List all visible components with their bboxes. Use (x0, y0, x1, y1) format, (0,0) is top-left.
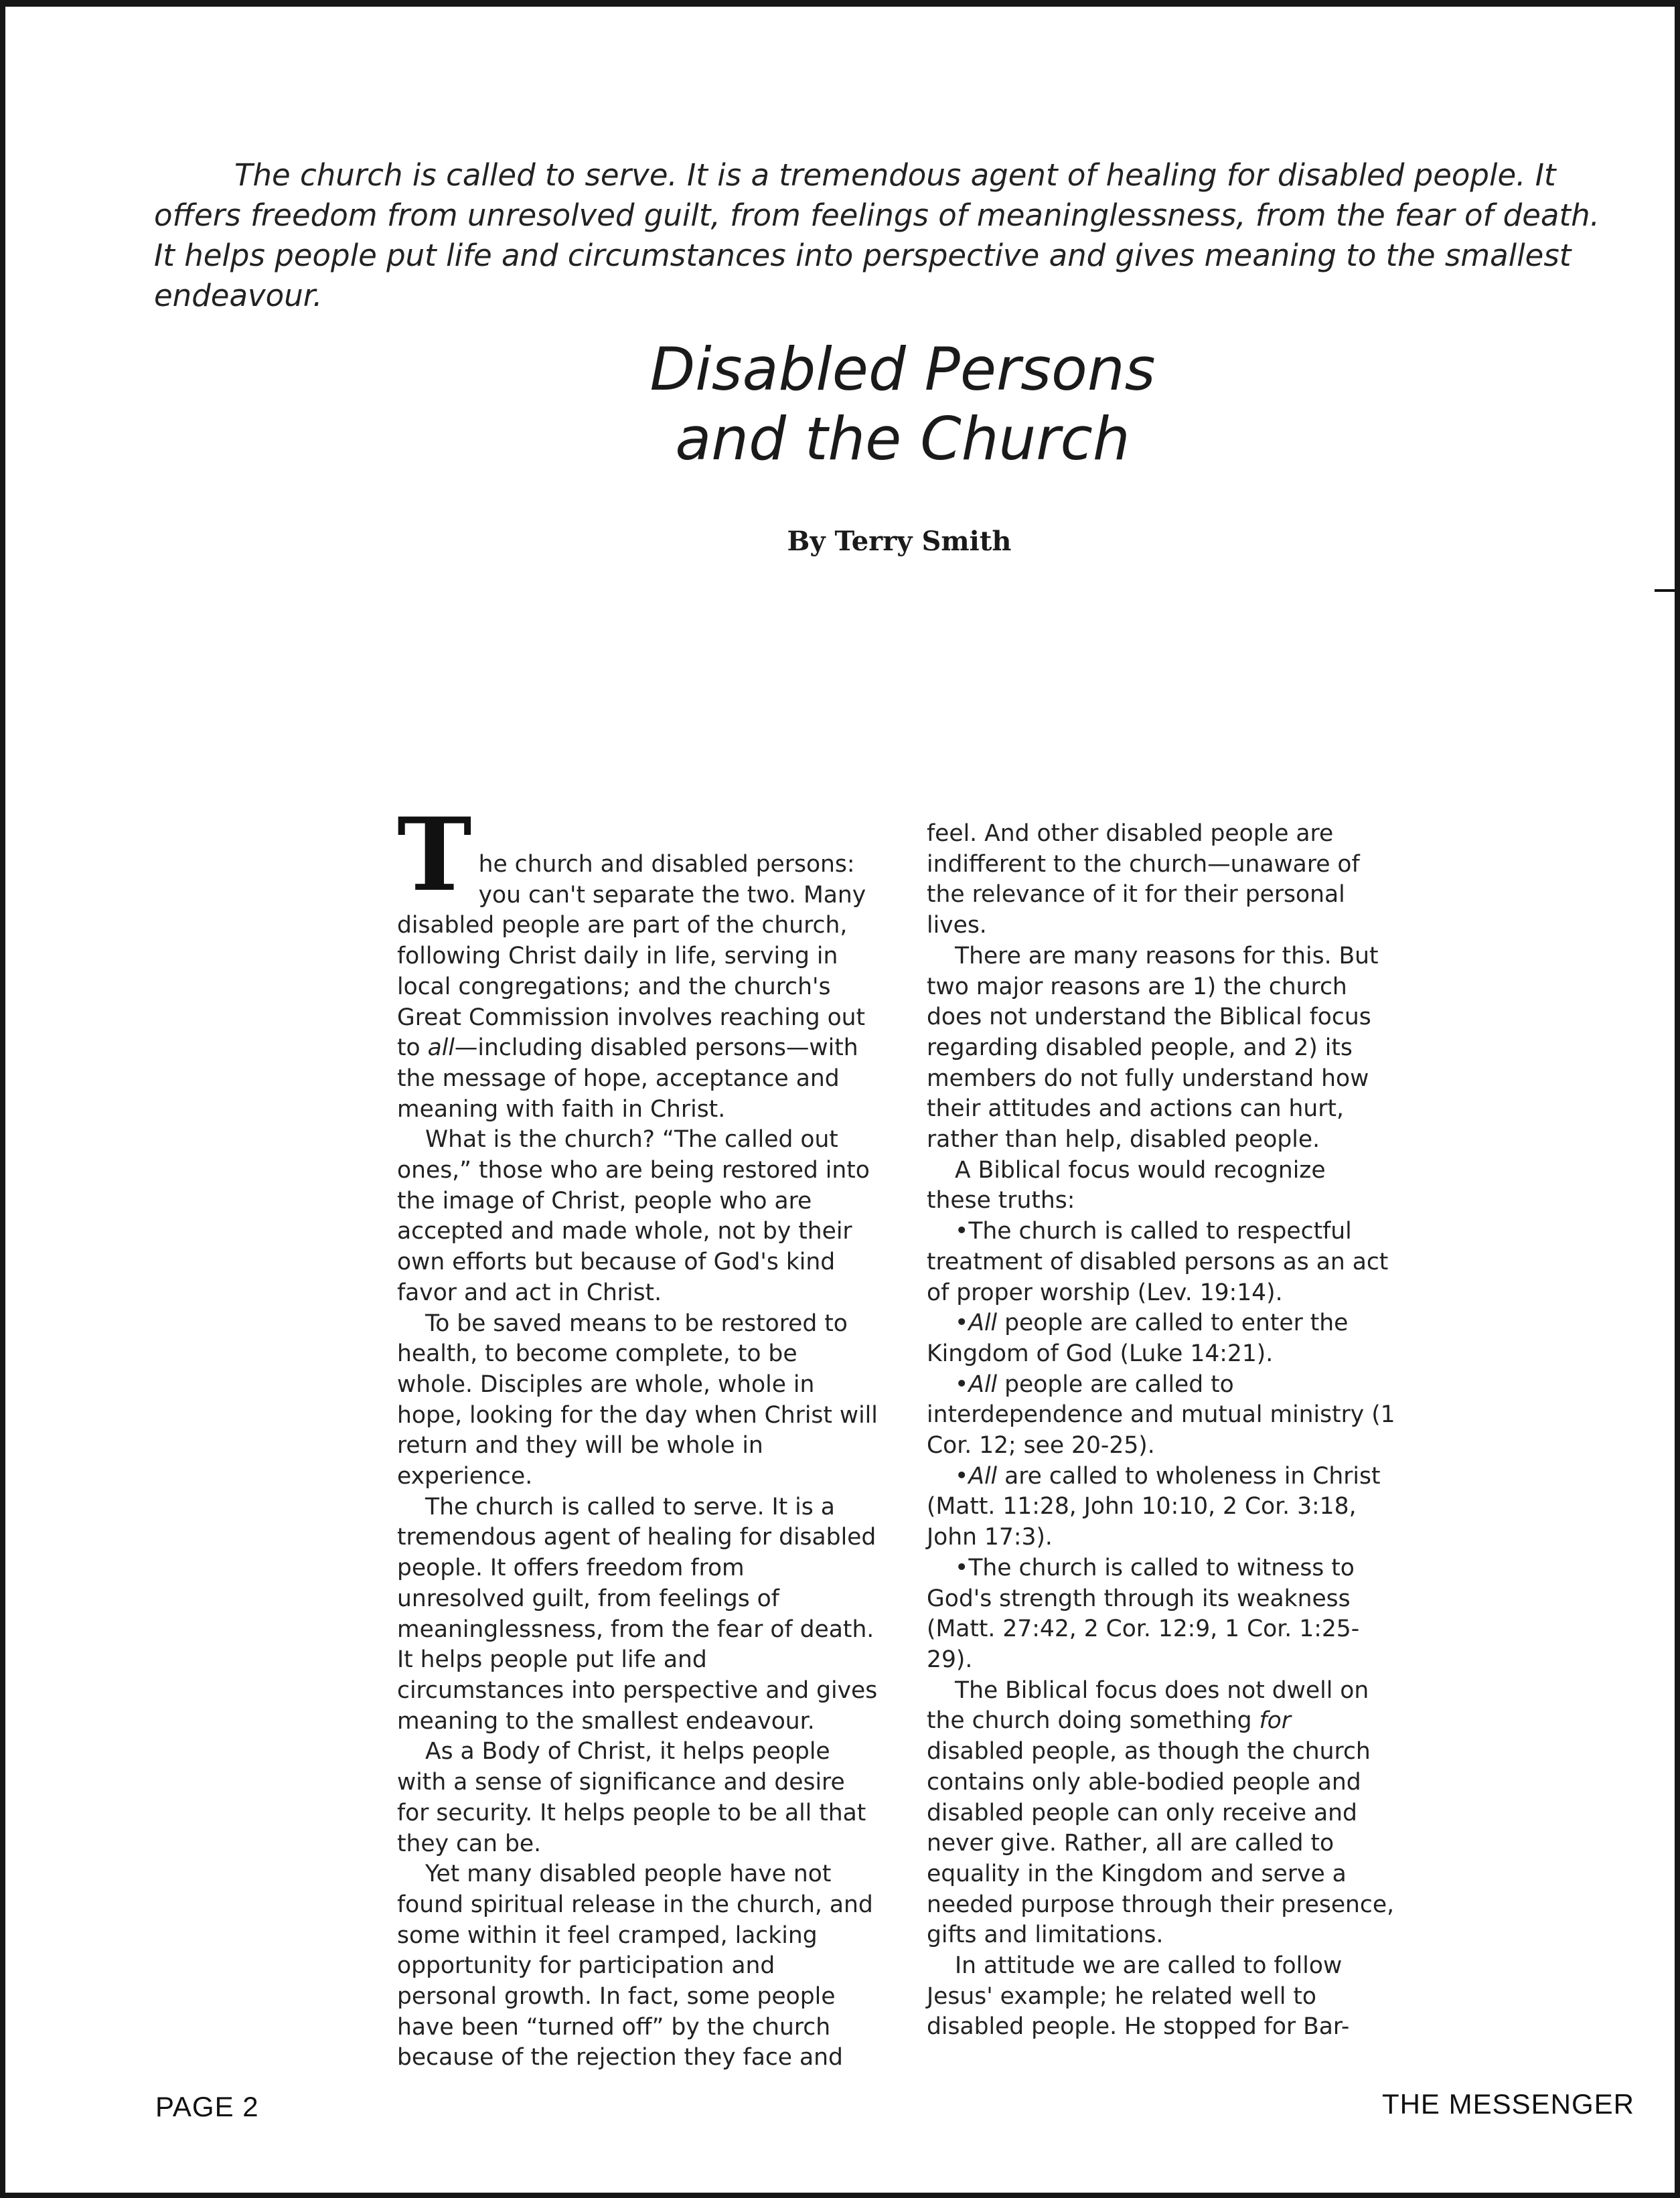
article-title (441, 335, 1365, 474)
page-number: PAGE 2 (155, 2091, 259, 2122)
paragraph: To be saved means to be restored to health, to become complete, to be whole. Disciples are whole, whole in hope, looking for the day when Christ will return and they will be whole in experience. (397, 1310, 878, 1490)
bullet-item: •All are called to wholeness in Christ (Matt. 11:28, John 10:10, 2 Cor. 3:18, John 17:3). (927, 1462, 1381, 1551)
drop-cap: T (397, 796, 472, 914)
paragraph: A Biblical focus would recognize these truths: (927, 1156, 1326, 1214)
article-column-1 (397, 796, 879, 2073)
paragraph: In attitude we are called to follow Jesus' example; he related well to disabled people. He stopped for Bar- (927, 1952, 1350, 2041)
magazine-page (5, 7, 1675, 2193)
title-line-1: Disabled Persons (650, 335, 1156, 404)
bullet-item: •All people are called to interdependence and mutual ministry (1 Cor. 12; see 20-25). (927, 1370, 1395, 1460)
bullet-emphasis: All (968, 1462, 998, 1490)
bullet-emphasis: All (968, 1370, 998, 1398)
bullet-text: are called to wholeness in Christ (Matt. 11:28, John 10:10, 2 Cor. 3:18, John 17:3). (927, 1462, 1381, 1551)
byline: By Terry Smith (787, 526, 1012, 557)
bullet-item: •All people are called to enter the Kingdom of God (Luke 14:21). (927, 1310, 1349, 1367)
lead-paragraph (397, 796, 879, 1125)
lead-text-end: —including disabled persons—with the message of hope, acceptance and meaning with faith in Christ. (397, 1034, 858, 1123)
margin-mark (1655, 589, 1675, 592)
paragraph: feel. And other disabled people are indifferent to the church—unaware of the relevance of it for their personal lives. (927, 820, 1360, 939)
publication-name: THE MESSENGER (1381, 2088, 1634, 2120)
article-column-2 (927, 819, 1395, 2043)
paragraph (927, 1676, 1395, 1951)
lead-emphasis: all (427, 1034, 455, 1062)
bullet-item: •The church is called to respectful treatment of disabled persons as an act of proper worship (Lev. 19:14). (927, 1218, 1389, 1306)
lead-first-line: he church and disabled persons: (478, 851, 855, 878)
title-line-2: and the Church (675, 404, 1130, 473)
paragraph: As a Body of Christ, it helps people with a sense of significance and desire for security. It helps people to be all that they can be. (397, 1738, 866, 1857)
lead-text: you can't separate the two. Many disabled people are part of the church, following Christ daily in life, serving in local congregations; and the church's Great Commission involves reaching out to (397, 881, 866, 1062)
pull-quote: The church is called to serve. It is a tremendous agent of healing for disabled people. It offers freedom from unresolved guilt, from feelings of meaninglessness, from the fear of death. It helps people put life and circumstances into perspective and gives meaning to the smallest endeavour. (154, 157, 1600, 313)
bullet-item: •The church is called to witness to God's strength through its weakness (Matt. 27:42, 2 Cor. 12:9, 1 Cor. 1:25-29). (927, 1554, 1360, 1673)
paragraph: There are many reasons for this. But two major reasons are 1) the church does not understand the Biblical focus regarding disabled people, and 2) its members do not fully understand how their attitudes and actions can hurt, rather than help, disabled people. (927, 942, 1379, 1154)
bullet-emphasis: All (968, 1310, 998, 1337)
paragraph-emphasis: for (1259, 1707, 1291, 1735)
paragraph: The church is called to serve. It is a tremendous agent of healing for disabled people. It offers freedom from unresolved guilt, from feelings of meaninglessness, from the fear of death. It helps people put life and circumstances into perspective and gives meaning to the smallest endeavour. (397, 1493, 878, 1735)
paragraph-text: The Biblical focus does not dwell on the church doing something (927, 1676, 1369, 1735)
bullet-text: people are called to interdependence and mutual ministry (1 Cor. 12; see 20-25). (927, 1370, 1395, 1460)
bullet-text: people are called to enter the Kingdom of God (Luke 14:21). (927, 1310, 1349, 1367)
paragraph: Yet many disabled people have not found spiritual release in the church, and some within it feel cramped, lacking opportunity for participation and personal growth. In fact, some people have been “turned off” by the church because of the rejection they face and (397, 1861, 873, 2071)
paragraph-text: disabled people, as though the church contains only able-bodied people and disabled people can only receive and never give. Rather, all are called to equality in the Kingdom and serve a needed purpose through their presence, gifts and limitations. (927, 1738, 1395, 1949)
paragraph: What is the church? “The called out ones,” those who are being restored into the image of Christ, people who are accepted and made whole, not by their own efforts but because of God's kind favor and act in Christ. (397, 1126, 870, 1306)
